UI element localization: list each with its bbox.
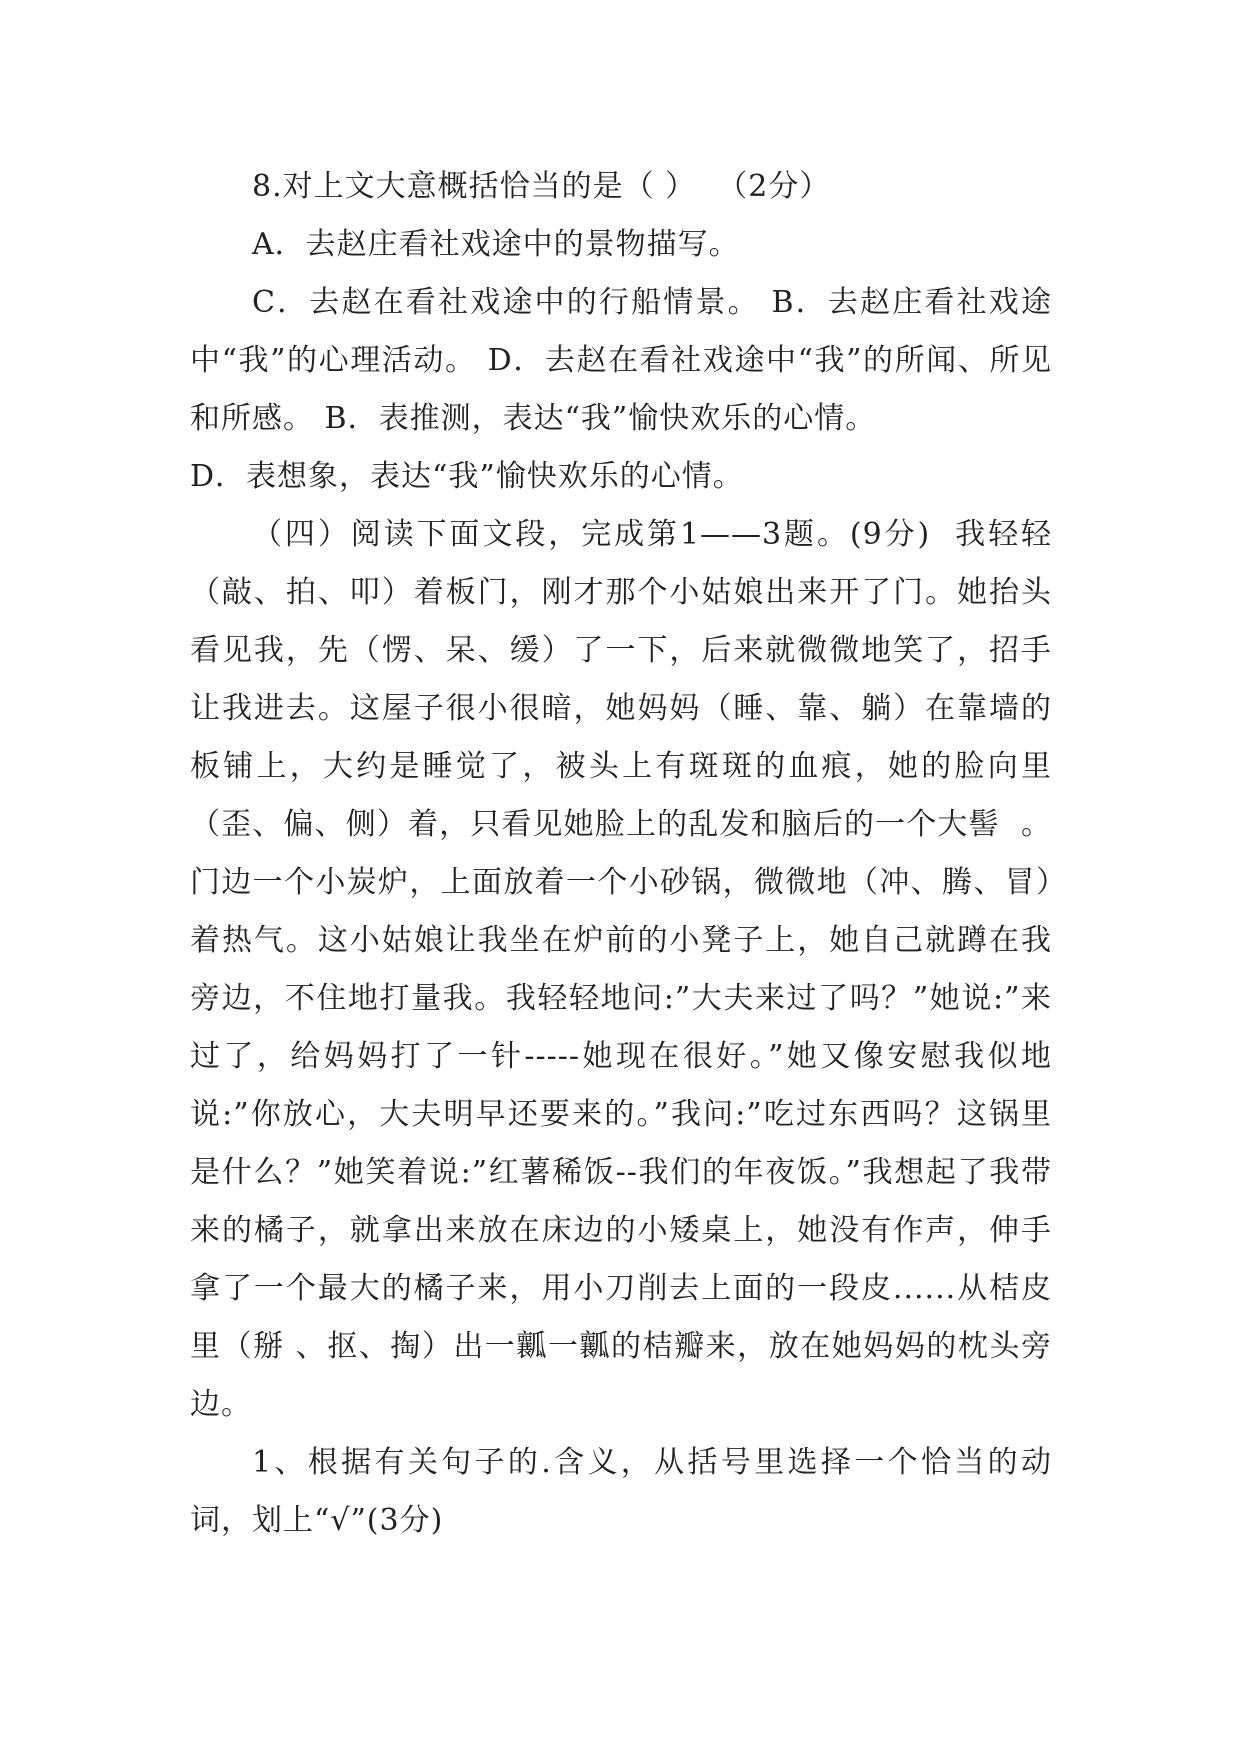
question-1-stem: 1、根据有关句子的.含义，从括号里选择一个恰当的动词，划上“√”(3分) — [190, 1445, 1052, 1538]
question-8-stem: 8.对上文大意概括恰当的是（ ） （2分） — [252, 169, 831, 204]
option-d-line: D．表想象，表达“我”愉快欢乐的心情。 — [190, 459, 744, 494]
document-body — [190, 158, 1052, 1550]
section-4-reading-passage: （四）阅读下面文段，完成第1——3题。(9分) 我轻轻（敲、拍、叩）着板门，刚才那个小姑娘出来开了门。她抬头看见我，先（愣、呆、缓）了一下，后来就微微地笑了，招手让我进去。这屋子很小很暗，她妈妈（睡、靠、躺）在靠墙的板铺上，大约是睡觉了，被头上有斑斑的血痕，她的脸向里（歪、偏、侧）着，只看见她脸上的乱发和脑后的一个大髻 。门边一个小炭炉，上面放着一个小砂锅，微微地（冲、腾、冒）着热气。这小姑娘让我坐在炉前的小凳子上，她自己就蹲在我旁边，不住地打量我。我轻轻地问:”大夫来过了吗？”她说:”来过了，给妈妈打了一针-----她现在很好。”她又像安慰我似地说:”你放心，大夫明早还要来的。”我问:”吃过东西吗？这锅里是什么？”她笑着说:”红薯稀饭--我们的年夜饭。”我想起了我带来的橘子，就拿出来放在床边的小矮桌上，她没有作声，伸手拿了一个最大的橘子来，用小刀削去上面的一段皮......从桔皮里（掰 、抠、掏）出一瓤一瓤的桔瓣来，放在她妈妈的枕头旁边。 — [190, 517, 1052, 1422]
question-8-options-paragraph: C．去赵在看社戏途中的行船情景。 B．去赵庄看社戏途中“我”的心理活动。 D．去赵在看社戏途中“我”的所闻、所见和所感。 B．表推测，表达“我”愉快欢乐的心情。 — [190, 285, 1052, 436]
question-8-option-a: A．去赵庄看社戏途中的景物描写。 — [252, 227, 740, 262]
